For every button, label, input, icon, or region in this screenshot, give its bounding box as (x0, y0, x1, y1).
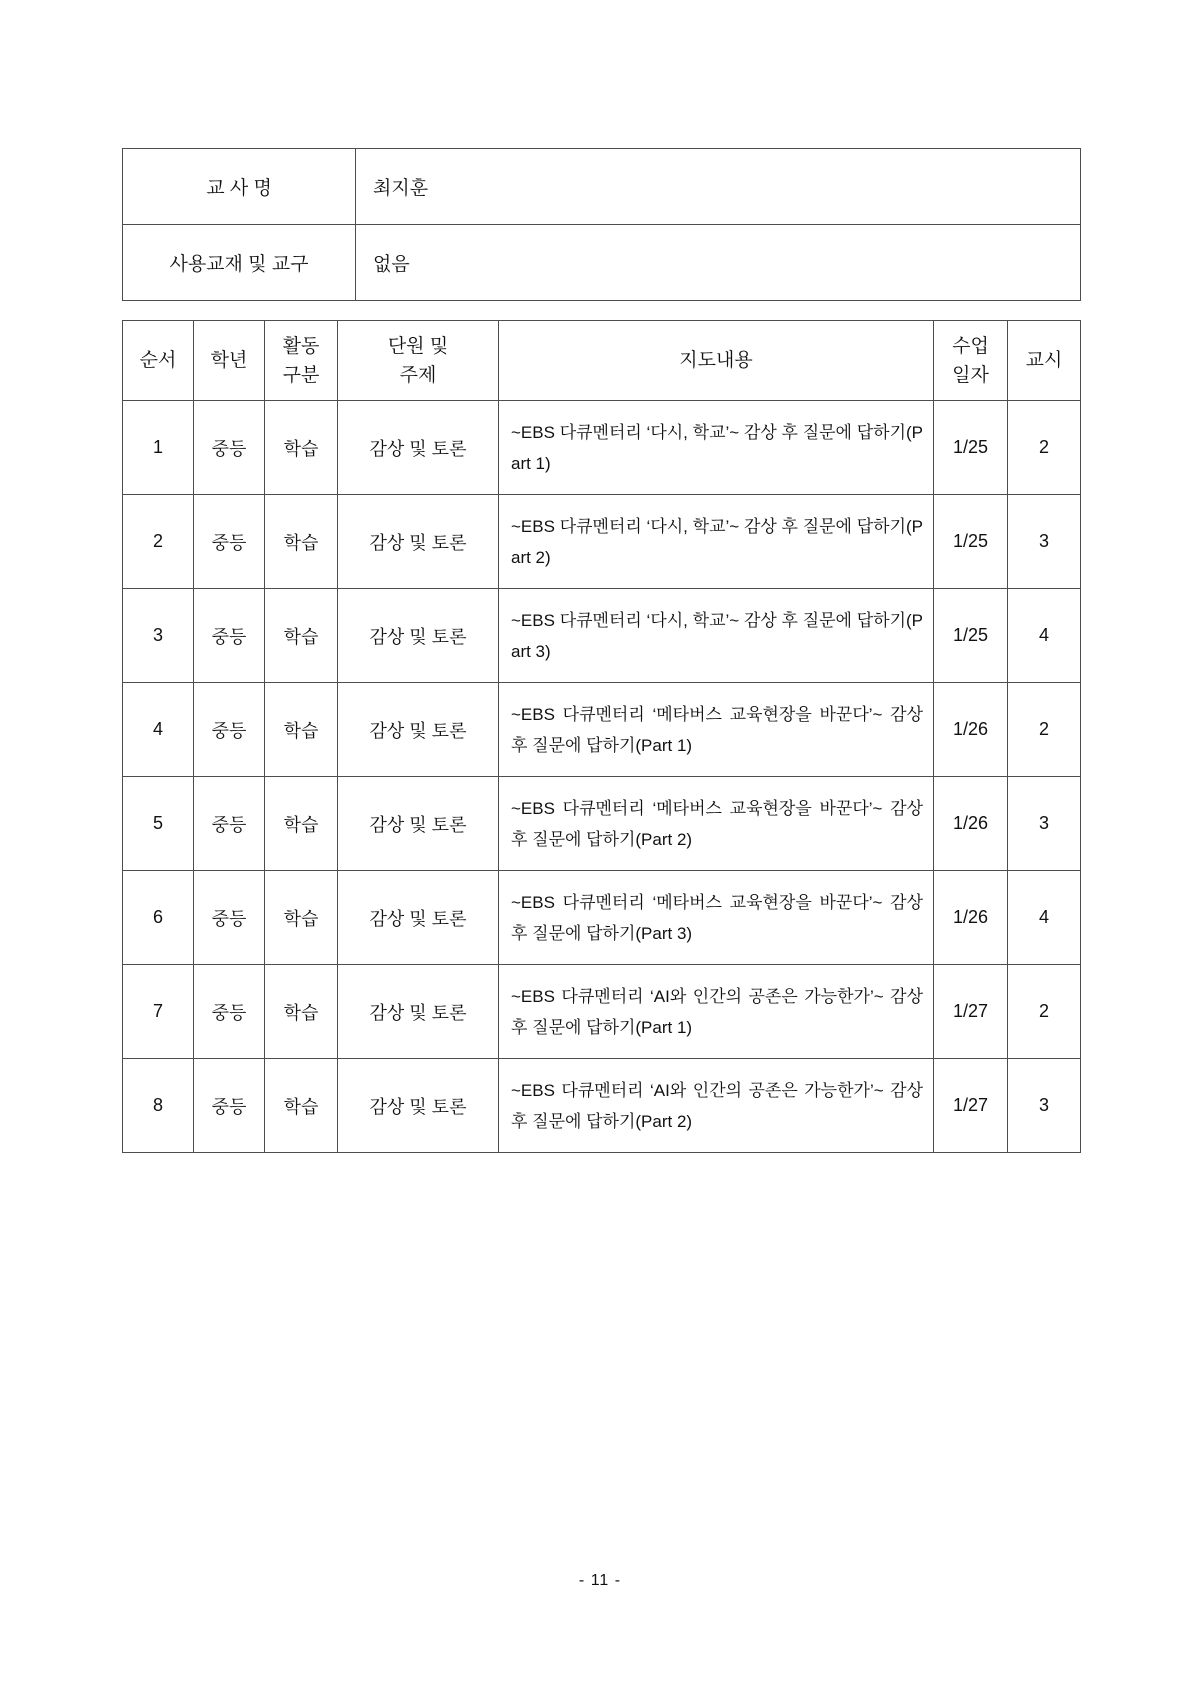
cell-date: 1/25 (934, 495, 1008, 589)
cell-order: 1 (123, 401, 194, 495)
col-header-unit-line2: 주제 (399, 364, 437, 386)
cell-order: 3 (123, 589, 194, 683)
cell-unit: 감상 및 토론 (338, 777, 499, 871)
header-row (123, 321, 1081, 401)
cell-content: ~EBS 다큐멘터리 ‘다시, 학교’~ 감상 후 질문에 답하기(Part 2) (499, 495, 934, 589)
cell-period: 3 (1008, 777, 1081, 871)
schedule-table (122, 320, 1081, 1153)
cell-date: 1/25 (934, 589, 1008, 683)
cell-unit: 감상 및 토론 (338, 683, 499, 777)
cell-period: 4 (1008, 589, 1081, 683)
materials-label: 사용교재 및 교구 (123, 225, 356, 301)
col-header-grade: 학년 (194, 321, 265, 401)
cell-unit: 감상 및 토론 (338, 589, 499, 683)
cell-content: ~EBS 다큐멘터리 ‘다시, 학교’~ 감상 후 질문에 답하기(Part 3) (499, 589, 934, 683)
teacher-name-value: 최지훈 (356, 149, 1081, 225)
cell-grade: 중등 (194, 495, 265, 589)
cell-unit: 감상 및 토론 (338, 1059, 499, 1153)
cell-grade: 중등 (194, 683, 265, 777)
cell-content: ~EBS 다큐멘터리 ‘AI와 인간의 공존은 가능한가’~ 감상 후 질문에 답하기(Part 2) (499, 1059, 934, 1153)
cell-grade: 중등 (194, 1059, 265, 1153)
col-header-unit-line1: 단원 및 (387, 335, 449, 357)
cell-period: 3 (1008, 495, 1081, 589)
cell-activity: 학습 (265, 683, 338, 777)
cell-period: 2 (1008, 965, 1081, 1059)
teacher-info-table (122, 148, 1081, 301)
cell-date: 1/26 (934, 871, 1008, 965)
cell-order: 2 (123, 495, 194, 589)
cell-content: ~EBS 다큐멘터리 ‘메타버스 교육현장을 바꾼다’~ 감상 후 질문에 답하기(Part 2) (499, 777, 934, 871)
cell-content: ~EBS 다큐멘터리 ‘메타버스 교육현장을 바꾼다’~ 감상 후 질문에 답하기(Part 1) (499, 683, 934, 777)
page-number: - 11 - (578, 1572, 622, 1589)
table-row (123, 495, 1081, 589)
col-header-activity-line2: 구분 (282, 364, 320, 386)
cell-date: 1/26 (934, 777, 1008, 871)
cell-grade: 중등 (194, 777, 265, 871)
cell-activity: 학습 (265, 777, 338, 871)
table-row (123, 871, 1081, 965)
cell-activity: 학습 (265, 589, 338, 683)
cell-grade: 중등 (194, 965, 265, 1059)
cell-grade: 중등 (194, 401, 265, 495)
col-header-date-line1: 수업 (952, 335, 989, 357)
cell-order: 5 (123, 777, 194, 871)
col-header-date (934, 321, 1008, 401)
col-header-activity (265, 321, 338, 401)
cell-grade: 중등 (194, 589, 265, 683)
cell-activity: 학습 (265, 495, 338, 589)
cell-unit: 감상 및 토론 (338, 871, 499, 965)
table-row (123, 589, 1081, 683)
cell-activity: 학습 (265, 965, 338, 1059)
materials-value: 없음 (356, 225, 1081, 301)
table-row (123, 777, 1081, 871)
table-row (123, 149, 1081, 225)
table-row (123, 683, 1081, 777)
cell-period: 4 (1008, 871, 1081, 965)
col-header-order: 순서 (123, 321, 194, 401)
cell-activity: 학습 (265, 871, 338, 965)
table-row (123, 1059, 1081, 1153)
table-row (123, 225, 1081, 301)
cell-date: 1/27 (934, 1059, 1008, 1153)
cell-unit: 감상 및 토론 (338, 401, 499, 495)
cell-date: 1/27 (934, 965, 1008, 1059)
cell-period: 2 (1008, 401, 1081, 495)
cell-date: 1/26 (934, 683, 1008, 777)
cell-order: 7 (123, 965, 194, 1059)
cell-activity: 학습 (265, 1059, 338, 1153)
cell-grade: 중등 (194, 871, 265, 965)
cell-unit: 감상 및 토론 (338, 495, 499, 589)
cell-period: 2 (1008, 683, 1081, 777)
cell-unit: 감상 및 토론 (338, 965, 499, 1059)
schedule-body (123, 401, 1081, 1153)
col-header-unit (338, 321, 499, 401)
table-row (123, 965, 1081, 1059)
col-header-content: 지도내용 (499, 321, 934, 401)
cell-order: 4 (123, 683, 194, 777)
cell-order: 6 (123, 871, 194, 965)
cell-content: ~EBS 다큐멘터리 ‘메타버스 교육현장을 바꾼다’~ 감상 후 질문에 답하기(Part 3) (499, 871, 934, 965)
col-header-date-line2: 일자 (952, 364, 989, 386)
cell-period: 3 (1008, 1059, 1081, 1153)
cell-content: ~EBS 다큐멘터리 ‘AI와 인간의 공존은 가능한가’~ 감상 후 질문에 답하기(Part 1) (499, 965, 934, 1059)
cell-activity: 학습 (265, 401, 338, 495)
cell-date: 1/25 (934, 401, 1008, 495)
cell-order: 8 (123, 1059, 194, 1153)
cell-content: ~EBS 다큐멘터리 ‘다시, 학교’~ 감상 후 질문에 답하기(Part 1) (499, 401, 934, 495)
table-row (123, 401, 1081, 495)
teacher-name-label: 교 사 명 (123, 149, 356, 225)
col-header-activity-line1: 활동 (282, 335, 320, 357)
col-header-period: 교시 (1008, 321, 1081, 401)
